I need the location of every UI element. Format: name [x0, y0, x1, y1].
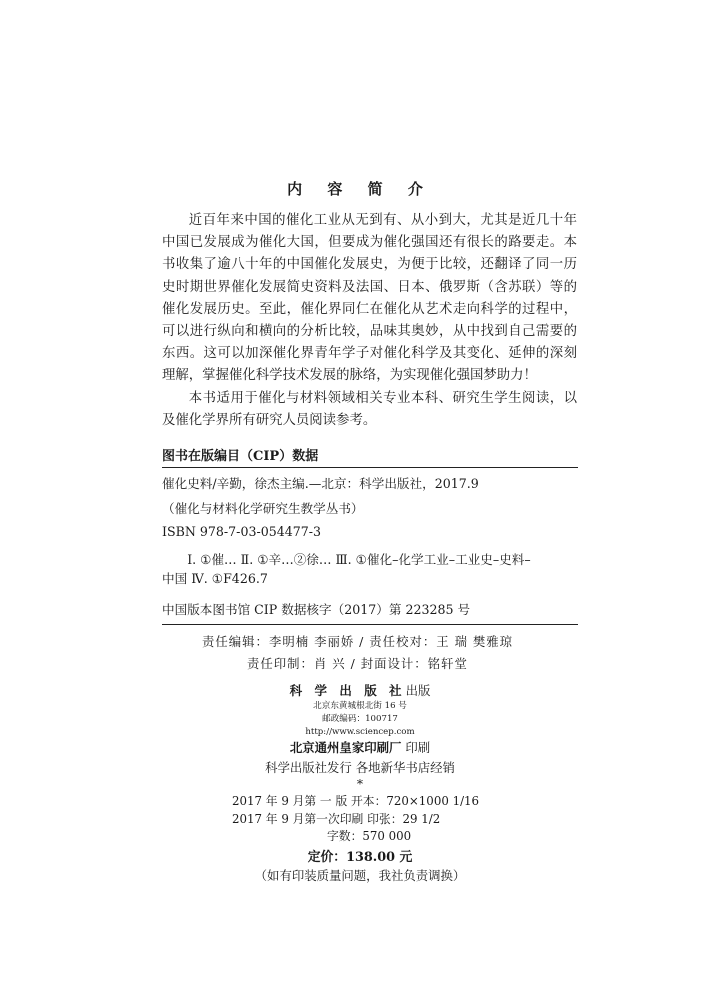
publisher-website: http://www.sciencep.com [305, 727, 415, 737]
cip-entry: 催化史料/辛勤，徐杰主编.—北京：科学出版社，2017.9 [162, 476, 479, 491]
production-line: 责任印制：肖 兴 / 封面设计：铭轩堂 [247, 656, 468, 671]
edition-line: 2017 年 9 月第 一 版 开本：720×1000 1/16 [232, 794, 480, 808]
publisher-name: 科 学 出 版 社 [289, 683, 406, 698]
summary-body [162, 210, 577, 432]
cip-bottom-rule [162, 624, 578, 625]
publisher-postcode: 邮政编码：100717 [322, 714, 398, 724]
summary-paragraph-1: 近百年来中国的催化工业从无到有、从小到大，尤其是近几十年中国已发展成为催化大国，但要成为催化强国还有很长的路要走。本书收集了逾八十年的中国催化发展史，为便于比较，还翻译了同一历史时期世界催化发展简史资料及法国、日本、俄罗斯（含苏联）等的催化发展历史。至此，催化界同仁在催化从艺术走向科学的过程中，可以进行纵向和横向的分析比较，品味其奥妙，从中找到自己需要的东西。这可以加深催化界青年学子对催化科学及其变化、延伸的深刻理解，掌握催化科学技术发展的脉络，为实现催化强国梦助力！ [162, 213, 577, 384]
printer-name: 北京通州皇家印刷厂 [289, 740, 402, 755]
cip-record: 中国版本图书馆 CIP 数据核字（2017）第 223285 号 [162, 602, 471, 617]
cip-top-rule [162, 467, 578, 468]
quality-notice: （如有印装质量问题，我社负责调换） [254, 868, 466, 883]
printer-line [0, 738, 720, 756]
publisher-address: 北京东黄城根北街 16 号 [313, 701, 407, 711]
editors-line: 责任编辑：李明楠 李丽娇 / 责任校对：王 瑞 樊雅琼 [202, 634, 514, 649]
cip-classification-2: 中国 Ⅳ. ①F426.7 [162, 571, 268, 586]
publisher-suffix: 出版 [405, 683, 431, 698]
printer-suffix: 印刷 [405, 740, 431, 755]
summary-title: 内 容 简 介 [287, 180, 433, 198]
separator-star: * [356, 776, 364, 791]
cip-classification-1: Ⅰ. ①催… Ⅱ. ①辛…②徐… Ⅲ. ①催化–化学工业–工业史–史料– [187, 552, 531, 567]
distribution-line: 科学出版社发行 各地新华书店经销 [265, 760, 455, 775]
word-count: 字数：570 000 [327, 829, 412, 843]
printing-line: 2017 年 9 月第一次印刷 印张：29 1/2 [232, 812, 441, 826]
price: 定价：138.00 元 [307, 850, 413, 865]
cip-isbn: ISBN 978-7-03-054477-3 [162, 524, 322, 539]
summary-paragraph-2: 本书适用于催化与材料领域相关专业本科、研究生学生阅读，以及催化学界所有研究人员阅读参考。 [162, 390, 577, 428]
cip-heading: 图书在版编目（CIP）数据 [162, 449, 319, 464]
cip-series: （催化与材料化学研究生教学丛书） [162, 501, 364, 516]
publisher-line [0, 680, 720, 699]
